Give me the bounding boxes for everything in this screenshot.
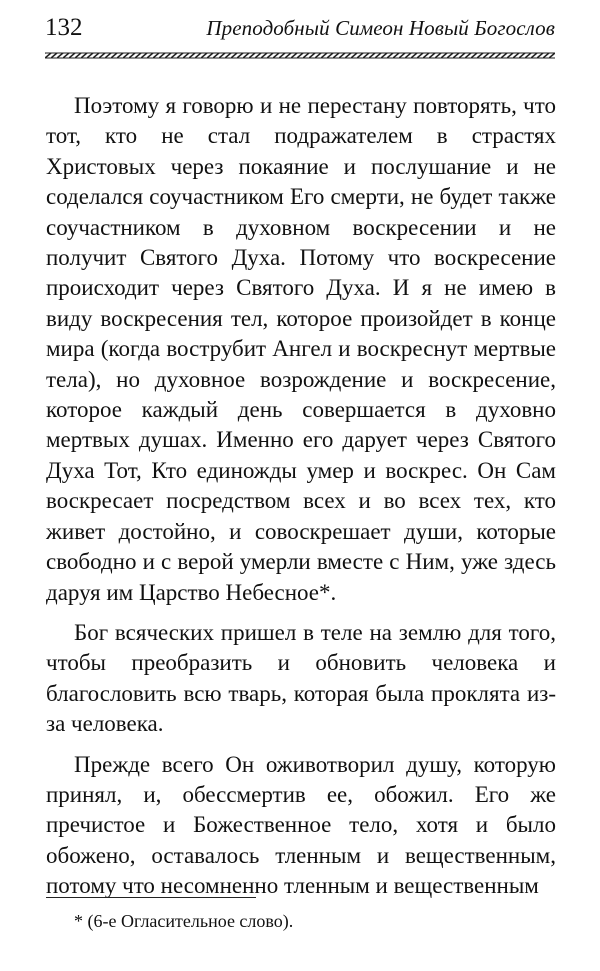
main-text [46, 91, 556, 902]
running-title: Преподобный Симеон Новый Богослов [206, 16, 555, 40]
footnote-rule [46, 897, 256, 898]
footnote: * (6-е Огласительное слово). [74, 911, 294, 931]
paragraph: Прежде всего Он оживотворил душу, которую принял, и, обессмертив ее, обожил. Его же пречистое и Божественное тело, хотя и было обожено, оставалось тленным и вещественным, потому что несомненно тленным и вещественным [46, 751, 556, 899]
paragraph: Поэтому я говорю и не перестану повторять, что тот, кто не стал подражателем в страстях Христовых через покаяние и послушание и не соделался соучастником Его смерти, не будет также соучастником в духовном воскресении и не получит Святого Духа. Потому что воскресение происходит через Святого Духа. И я не имею в виду воскресения тел, которое произойдет в конце мира (когда вострубит Ангел и воскреснут мертвые тела), но духовное возрождение и воскресение, которое каждый день совершается в духовно мертвых душах. Именно его дарует через Святого Духа Тот, Кто единожды умер и воскрес. Он Сам воскресает посредством всех и во всех тех, кто живет достойно, и совоскрешает души, которые свободно и с верой умерли вместе с Ним, уже здесь даруя им Царство Небесное*. [46, 93, 556, 605]
paragraph: Бог всяческих пришел в теле на землю для того, чтобы преобразить и обновить человека и благословить всю тварь, которая была проклята из-за человека. [46, 619, 556, 737]
running-head [45, 14, 555, 44]
ornamental-rule [45, 52, 555, 59]
page-number: 132 [45, 14, 83, 41]
